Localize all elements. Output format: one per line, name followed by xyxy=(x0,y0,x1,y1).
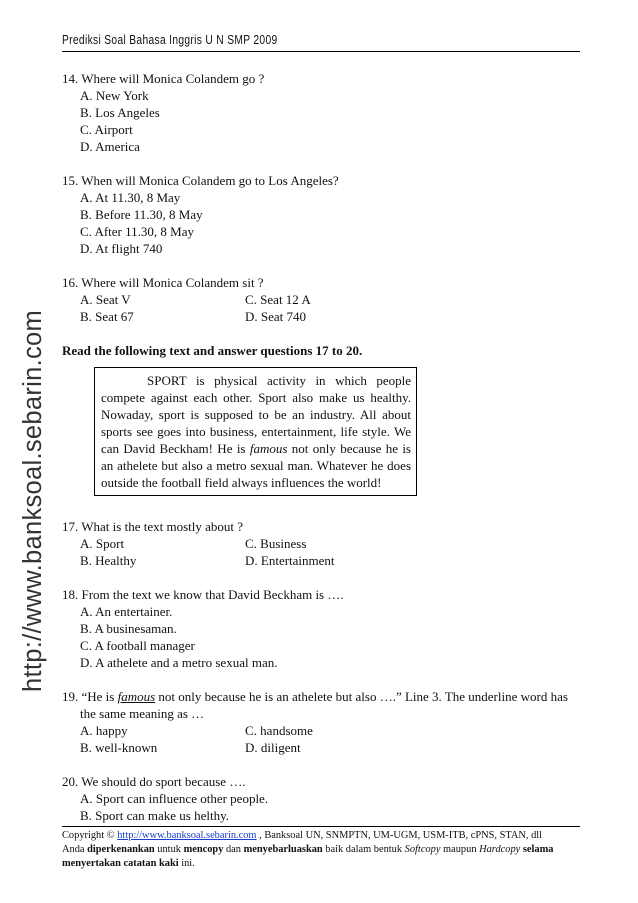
footer-italic-word: Softcopy xyxy=(404,844,441,855)
option-c: C. After 11.30, 8 May xyxy=(80,224,194,239)
footer-bold-word: selama xyxy=(522,844,554,855)
option-a: A. An entertainer. xyxy=(80,604,173,619)
footer-word: untuk xyxy=(154,844,184,855)
option-d: D. At flight 740 xyxy=(80,241,163,256)
question-content xyxy=(62,70,580,824)
passage-part-1: SPORT is physical activity in which people compete against each other. Sport also make us healthy. Nowaday, sport is supposed to be an industry. All about sports see goes into business, entertainment, life style. We can David Beckham! He is xyxy=(101,373,411,456)
option-b: B. A businesaman. xyxy=(80,621,177,636)
footer-bold-word: diperkenankan xyxy=(87,844,155,855)
footer-word: baik dalam bentuk xyxy=(322,844,405,855)
underlined-word: famous xyxy=(117,689,156,704)
option-a: A. At 11.30, 8 May xyxy=(80,190,181,205)
option-b: B. Los Angeles xyxy=(80,105,160,120)
header-divider xyxy=(62,51,580,52)
footer-line-1 xyxy=(62,829,580,843)
option-c: C. A football manager xyxy=(80,638,195,653)
copyright-text: Copyright © xyxy=(62,830,118,841)
question-15 xyxy=(62,172,580,257)
question-stem: 17. What is the text mostly about ? xyxy=(62,519,244,534)
option-b: B. Sport can make us helthy. xyxy=(80,808,229,823)
option-d: D. diligent xyxy=(245,740,301,755)
footer-bold-word: mencopy xyxy=(183,844,224,855)
footer-word: dan xyxy=(223,844,244,855)
option-d: D. A athelete and a metro sexual man. xyxy=(80,655,278,670)
option-c: C. Airport xyxy=(80,122,133,137)
question-stem-line-2: the same meaning as … xyxy=(80,706,205,721)
question-18 xyxy=(62,586,580,671)
footer-bold-word: menyebarluaskan xyxy=(243,844,323,855)
option-a: A. Sport xyxy=(80,536,125,551)
stem-end: not only because he is an athelete but also ….” Line 3. The underline word has xyxy=(155,689,568,704)
footer-line-2 xyxy=(62,843,580,857)
question-16 xyxy=(62,274,580,325)
question-17 xyxy=(62,518,580,569)
reading-passage-box xyxy=(94,367,417,496)
option-a: A. Sport can influence other people. xyxy=(80,791,269,806)
option-b: B. Healthy xyxy=(80,553,137,568)
question-stem: 18. From the text we know that David Beckham is …. xyxy=(62,587,344,602)
question-14 xyxy=(62,70,580,155)
option-d: D. Seat 740 xyxy=(245,309,307,324)
footer-word: maupun xyxy=(440,844,480,855)
footer-word: Anda xyxy=(62,844,88,855)
footer-italic-word: Hardcopy xyxy=(479,844,521,855)
footer-word: ini. xyxy=(178,858,195,869)
option-a: A. happy xyxy=(80,723,128,738)
passage-part-2: not only because he is an athelete but also a metro sexual man. Whatever he does outside the football field always influences the world! xyxy=(101,441,411,490)
footer-tags: , Banksoal UN, SNMPTN, UM-UGM, USM-ITB, cPNS, STAN, dll xyxy=(256,830,543,841)
option-c: C. Seat 12 A xyxy=(245,292,311,307)
passage-text xyxy=(101,372,411,491)
footer-line-3 xyxy=(62,857,580,871)
reading-instruction: Read the following text and answer questions 17 to 20. xyxy=(62,343,363,358)
option-a: A. Seat V xyxy=(80,292,131,307)
question-stem: 14. Where will Monica Colandem go ? xyxy=(62,71,265,86)
option-c: C. Business xyxy=(245,536,307,551)
question-stem: 20. We should do sport because …. xyxy=(62,774,246,789)
footer-divider xyxy=(62,826,580,827)
stem-start: 19. “He is xyxy=(62,689,118,704)
question-19 xyxy=(62,688,580,756)
option-b: B. Before 11.30, 8 May xyxy=(80,207,203,222)
option-b: B. Seat 67 xyxy=(80,309,134,324)
question-20 xyxy=(62,773,580,824)
watermark-text: http://www.banksoal.sebarin.com xyxy=(19,309,47,692)
question-stem: 15. When will Monica Colandem go to Los Angeles? xyxy=(62,173,339,188)
option-a: A. New York xyxy=(80,88,149,103)
option-b: B. well-known xyxy=(80,740,158,755)
site-link[interactable]: http://www.banksoal.sebarin.com xyxy=(117,830,257,841)
passage-italic-word: famous xyxy=(249,441,288,456)
question-stem xyxy=(62,688,580,705)
question-stem: 16. Where will Monica Colandem sit ? xyxy=(62,275,264,290)
footer-bold-word: menyertakan catatan kaki xyxy=(62,858,179,869)
option-c: C. handsome xyxy=(245,723,313,738)
page-header: Prediksi Soal Bahasa Inggris U N SMP 2009 xyxy=(62,33,278,47)
option-d: D. Entertainment xyxy=(245,553,335,568)
page-footer xyxy=(62,829,580,871)
option-d: D. America xyxy=(80,139,140,154)
